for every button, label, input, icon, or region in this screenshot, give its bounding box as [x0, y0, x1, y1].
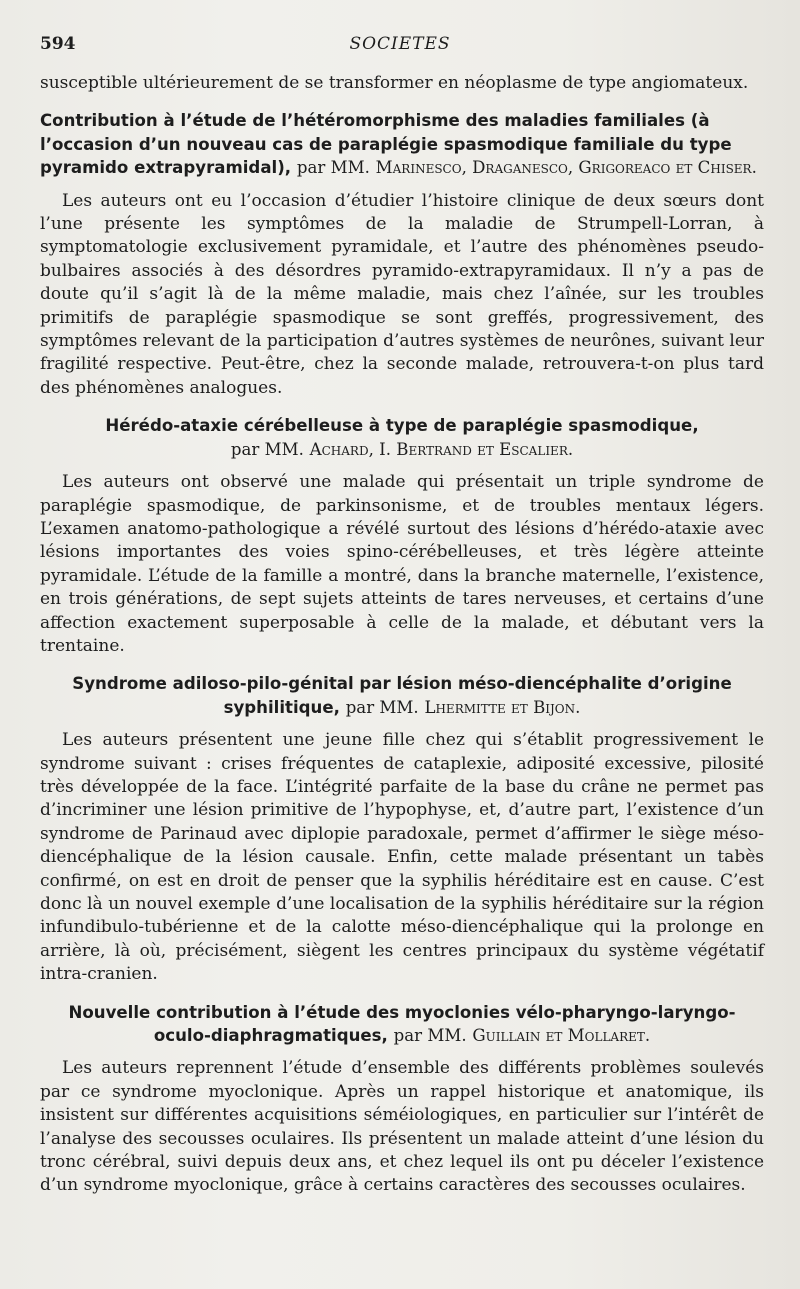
article-par: par MM.: [393, 1026, 467, 1046]
article-title-text: Contribution à l’étude de l’hétéromorphisme des maladies familiales (à l’occasion d’un nouveau cas de paraplégie spasmodique familiale du type pyramido extrapyramidal),: [40, 111, 732, 178]
article-authors: Guillain et Mollaret.: [472, 1026, 651, 1046]
article-body: Les auteurs reprennent l’étude d’ensemble des différents problèmes soulevés par ce syndrome myoclonique. Après un rappel historique et anatomique, ils insistent sur différentes acquisitions séméiologiques, en particulier sur l’intérêt de l’analyse des secousses oculaires. Ils présentent un malade atteint d’une lésion du tronc cérébral, suivi depuis deux ans, et chez lequel ils ont pu déceler l’existence d’un syndrome myoclonique, grâce à certains caractères des secousses oculaires.: [40, 1058, 764, 1196]
article-par: par MM.: [230, 439, 304, 459]
article-par: par MM.: [296, 158, 370, 178]
article-title-text: Hérédo-ataxie cérébelleuse à type de paraplégie spasmodique,: [105, 416, 699, 436]
article-authors: Marinesco, Draganesco, Grigoreaco et Chiser.: [375, 158, 757, 178]
article-body: Les auteurs présentent une jeune fille chez qui s’établit progressivement le syndrome suivant : crises fréquentes de cataplexie, adiposité excessive, pilosité très développée de la face. L’intégrité parfaite de la base du crâne ne permet pas d’incriminer une lésion primitive de l’hypophyse, et, d’autre part, l’existence d’un syndrome de Parinaud avec diplopie paradoxale, permet d’affirmer le siège méso-diencéphalique de la lésion causale. Enfin, cette malade présentant un tabès confirmé, on est en droit de penser que la syphilis héréditaire est en cause. C’est donc là un nouvel exemple d’une localisation de la syphilis héréditaire sur la région infundibulo-tubérienne et de la calotte méso-diencéphalique qui la prolonge en arrière, là où, précisément, siègent les centres principaux du système végétatif intra-cranien.: [40, 730, 764, 985]
article-par: par MM.: [345, 697, 419, 717]
article: [40, 1001, 764, 1198]
article: [40, 414, 764, 658]
article-body: Les auteurs ont observé une malade qui présentait un triple syndrome de paraplégie spasmodique, de parkinsonisme, et de troubles mentaux légers. L’examen anatomo-pathologique a révélé surtout des lésions d’hérédo-ataxie avec lésions importantes des voies spino-cérébelleuses, et très légère atteinte pyramidale. L’étude de la famille a montré, dans la branche maternelle, l’existence, en trois générations, de sept sujets atteints de tares nerveuses, et certains d’une affection exactement superposable à celle de la malade, et débutant vers la trentaine.: [40, 472, 764, 656]
article-body: Les auteurs ont eu l’occasion d’étudier l’histoire clinique de deux sœurs dont l’une présente les symptômes de la maladie de Strumpell-Lorran, à symptomatologie exclusivement pyramidale, et l’autre des phénomènes pseudo-bulbaires associés à des désordres pyramido-extrapyramidaux. Il n’y a pas de doute qu’il s’agit là de la même maladie, mais chez l’aînée, sur les troubles primitifs de paraplégie spasmodique se sont greffés, progressivement, des symptômes relevant de la participation d’autres systèmes de neurônes, suivant leur fragilité respective. Peut-être, chez la seconde malade, retrouvera-t-on plus tard des phénomènes analogues.: [40, 190, 764, 398]
article: [40, 672, 764, 986]
article-title: [40, 414, 764, 461]
article: [40, 109, 764, 400]
running-head: SOCIETES: [349, 34, 451, 54]
article-title: [40, 1001, 764, 1048]
page-number: 594: [40, 34, 76, 54]
article-authors: Achard, I. Bertrand et Escalier.: [309, 439, 574, 459]
article-title: [40, 672, 764, 719]
article-title-text: Nouvelle contribution à l’étude des myoclonies vélo-pharyngo-laryngo-oculo-diaphragmatiques,: [68, 1002, 736, 1046]
article-authors: Lhermitte et Bijon.: [424, 697, 581, 717]
article-title: [40, 109, 764, 179]
article-title-text: Syndrome adiloso-pilo-génital par lésion méso-diencéphalite d’origine syphilitique,: [72, 674, 732, 717]
intro-fragment: susceptible ultérieurement de se transformer en néoplasme de type angiomateux.: [40, 73, 749, 93]
